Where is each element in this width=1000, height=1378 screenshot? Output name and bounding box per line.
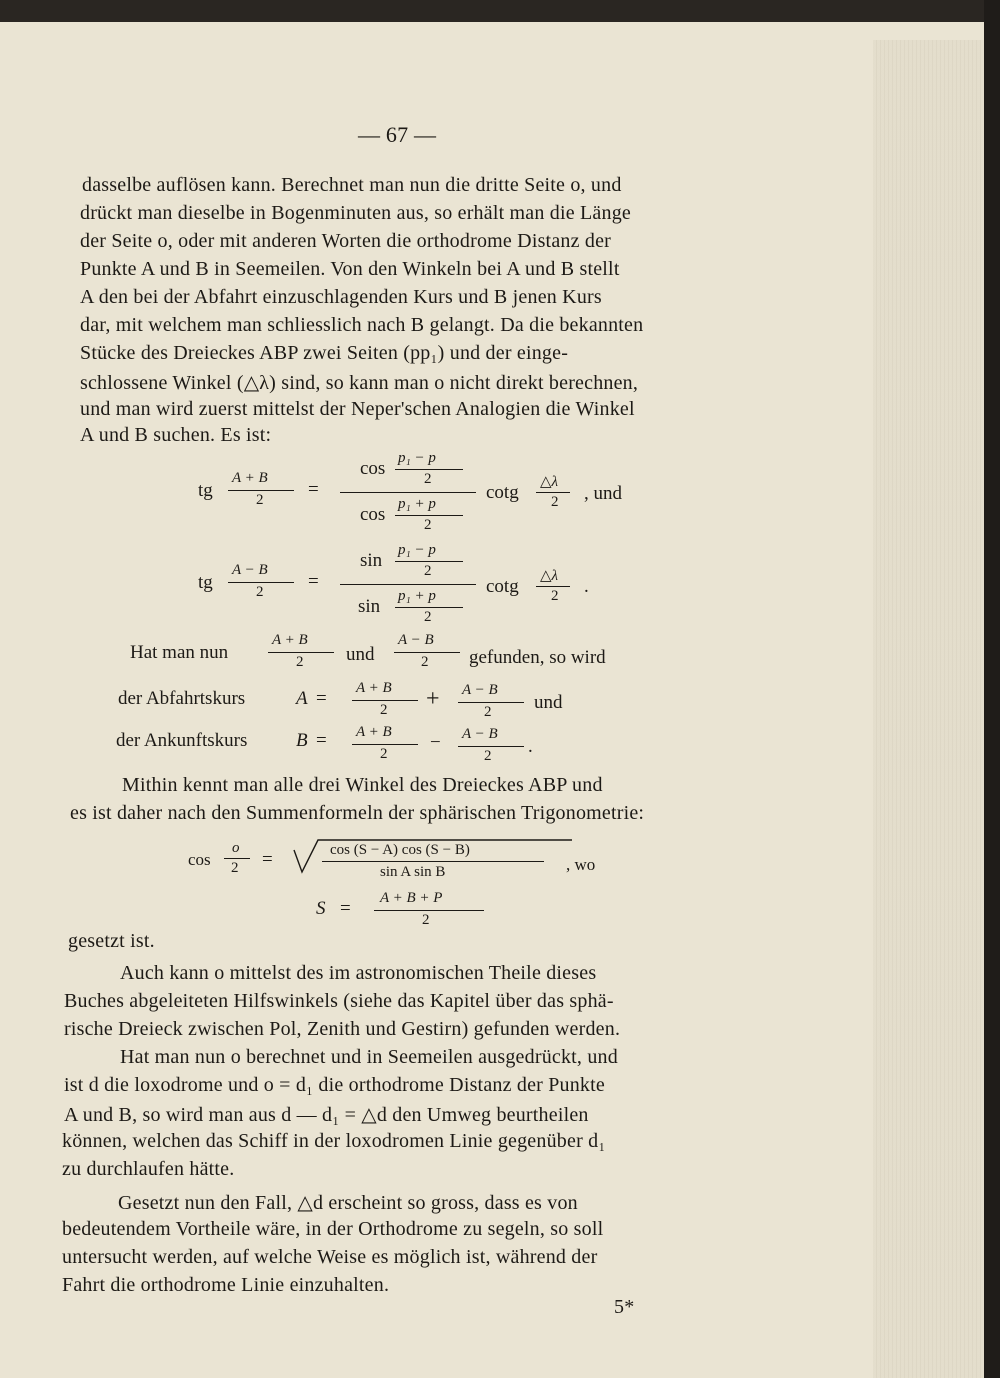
text-line: ist d die loxodrome und o = d₁ die orthodrome Distanz der Punkte	[64, 1074, 605, 1096]
book-binding	[984, 0, 1000, 1378]
page-edges	[873, 40, 985, 1378]
text-line: A den bei der Abfahrt einzuschlagenden Kurs und B jenen Kurs	[80, 286, 602, 308]
text-line: zu durchlaufen hätte.	[62, 1158, 235, 1180]
text-line: dasselbe auflösen kann. Berechnet man nun die dritte Seite o, und	[82, 174, 622, 196]
signature-mark: 5*	[614, 1296, 635, 1318]
text-line: Punkte A und B in Seemeilen. Von den Winkeln bei A und B stellt	[80, 258, 620, 280]
text-line: drückt man dieselbe in Bogenminuten aus, so erhält man die Länge	[80, 202, 631, 224]
text-line: Stücke des Dreieckes ABP zwei Seiten (pp₁) und der einge-	[80, 342, 569, 364]
page-number: — 67 —	[358, 122, 437, 147]
text-line: Hat man nun o berechnet und in Seemeilen ausgedrückt, und	[120, 1046, 618, 1068]
text-line: Buches abgeleiteten Hilfswinkels (siehe das Kapitel über das sphä-	[64, 990, 614, 1012]
text-line: A und B, so wird man aus d — d₁ = △d den Umweg beurtheilen	[64, 1104, 589, 1126]
text-line: können, welchen das Schiff in der loxodromen Linie gegenüber d₁	[62, 1130, 606, 1152]
text-line: Mithin kennt man alle drei Winkel des Dreieckes ABP und	[122, 774, 603, 796]
text-line: untersucht werden, auf welche Weise es möglich ist, während der	[62, 1246, 598, 1268]
text-line: Gesetzt nun den Fall, △d erscheint so gross, dass es von	[118, 1192, 578, 1214]
text-line: A und B suchen. Es ist:	[80, 424, 272, 446]
text-line: schlossene Winkel (△λ) sind, so kann man o nicht direkt berechnen,	[80, 372, 639, 394]
text-line: dar, mit welchem man schliesslich nach B gelangt. Da die bekannten	[80, 314, 644, 336]
text-line: es ist daher nach den Summenformeln der sphärischen Trigonometrie:	[70, 802, 645, 824]
text-line: Fahrt die orthodrome Linie einzuhalten.	[62, 1274, 390, 1296]
text-line: rische Dreieck zwischen Pol, Zenith und Gestirn) gefunden werden.	[64, 1018, 621, 1040]
text-line: und man wird zuerst mittelst der Neper'schen Analogien die Winkel	[80, 398, 635, 420]
text-line: Auch kann o mittelst des im astronomischen Theile dieses	[120, 962, 597, 984]
text-line: bedeutendem Vortheile wäre, in der Orthodrome zu segeln, so soll	[62, 1218, 604, 1240]
text-line: gesetzt ist.	[68, 930, 155, 952]
text-line: der Seite o, oder mit anderen Worten die orthodrome Distanz der	[80, 230, 612, 252]
